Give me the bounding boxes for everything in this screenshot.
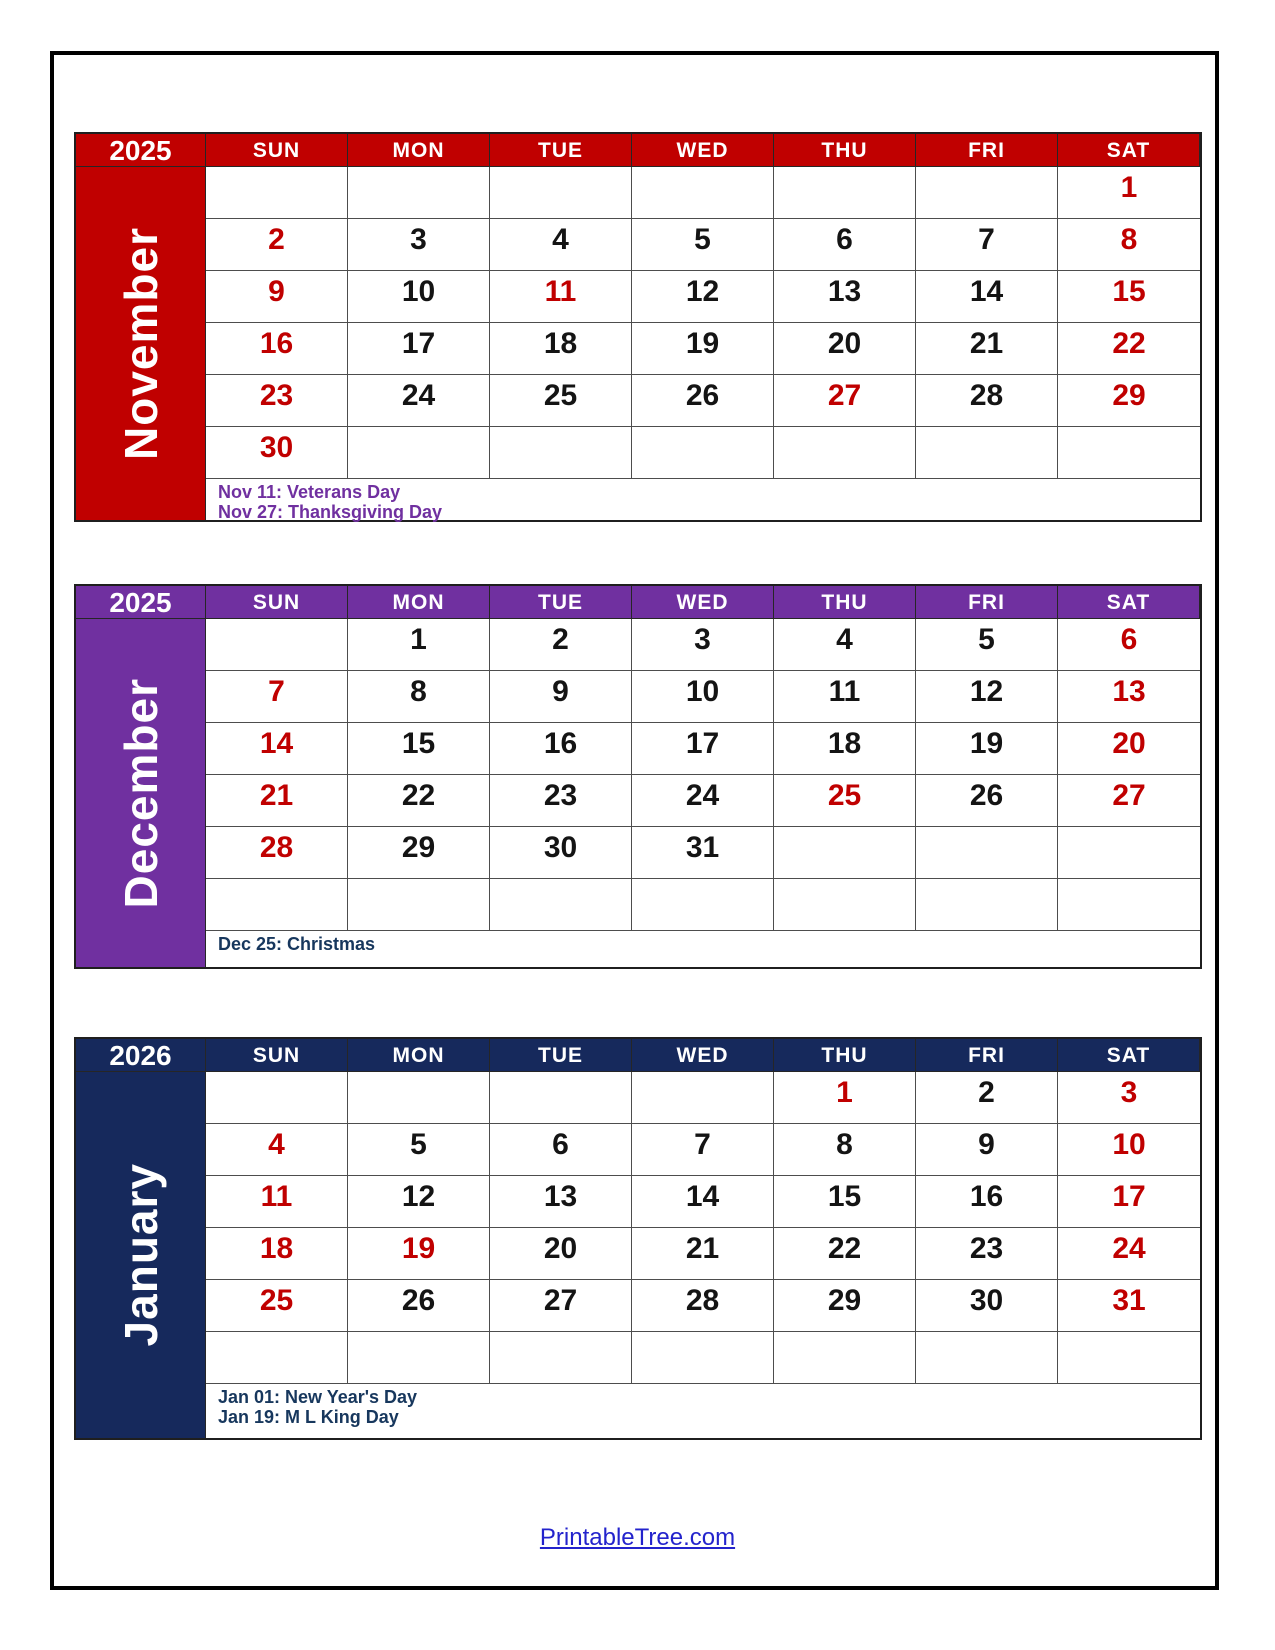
date-cell: 17 bbox=[348, 323, 490, 375]
empty-date-cell bbox=[916, 167, 1058, 219]
date-cell: 6 bbox=[774, 219, 916, 271]
date-cell: 25 bbox=[490, 375, 632, 427]
empty-date-cell bbox=[206, 1072, 348, 1124]
date-cell: 29 bbox=[348, 827, 490, 879]
date-cell: 14 bbox=[916, 271, 1058, 323]
empty-date-cell bbox=[206, 1332, 348, 1384]
date-cell: 23 bbox=[206, 375, 348, 427]
date-cell: 24 bbox=[348, 375, 490, 427]
empty-date-cell bbox=[490, 879, 632, 931]
weekday-header-tue: TUE bbox=[490, 134, 632, 167]
date-cell: 16 bbox=[490, 723, 632, 775]
date-cell: 25 bbox=[774, 775, 916, 827]
date-cell: 29 bbox=[1058, 375, 1200, 427]
date-cell: 6 bbox=[490, 1124, 632, 1176]
date-cell: 28 bbox=[916, 375, 1058, 427]
date-cell: 17 bbox=[1058, 1176, 1200, 1228]
date-cell: 8 bbox=[774, 1124, 916, 1176]
date-cell: 20 bbox=[1058, 723, 1200, 775]
date-cell: 13 bbox=[1058, 671, 1200, 723]
weekday-header-fri: FRI bbox=[916, 586, 1058, 619]
weekday-header-mon: MON bbox=[348, 1039, 490, 1072]
date-cell: 30 bbox=[206, 427, 348, 479]
empty-date-cell bbox=[348, 1332, 490, 1384]
empty-date-cell bbox=[348, 1072, 490, 1124]
month-label: December bbox=[114, 677, 167, 909]
month-band bbox=[76, 619, 206, 967]
weekday-header-mon: MON bbox=[348, 134, 490, 167]
date-cell: 12 bbox=[348, 1176, 490, 1228]
date-cell: 18 bbox=[206, 1228, 348, 1280]
calendar-january-2026 bbox=[74, 1037, 1202, 1440]
date-cell: 27 bbox=[490, 1280, 632, 1332]
date-cell: 12 bbox=[916, 671, 1058, 723]
date-cell: 1 bbox=[348, 619, 490, 671]
date-cell: 27 bbox=[774, 375, 916, 427]
date-cell: 13 bbox=[490, 1176, 632, 1228]
date-cell: 26 bbox=[348, 1280, 490, 1332]
weekday-header-sat: SAT bbox=[1058, 1039, 1200, 1072]
empty-date-cell bbox=[916, 427, 1058, 479]
date-cell: 9 bbox=[916, 1124, 1058, 1176]
date-cell: 15 bbox=[774, 1176, 916, 1228]
empty-date-cell bbox=[632, 1332, 774, 1384]
weekday-header-wed: WED bbox=[632, 586, 774, 619]
date-cell: 8 bbox=[348, 671, 490, 723]
date-cell: 13 bbox=[774, 271, 916, 323]
date-cell: 4 bbox=[774, 619, 916, 671]
date-cell: 15 bbox=[1058, 271, 1200, 323]
month-band bbox=[76, 1072, 206, 1438]
calendar-november-2025 bbox=[74, 132, 1202, 522]
empty-date-cell bbox=[774, 427, 916, 479]
date-cell: 10 bbox=[348, 271, 490, 323]
empty-date-cell bbox=[206, 879, 348, 931]
date-cell: 4 bbox=[490, 219, 632, 271]
empty-date-cell bbox=[632, 427, 774, 479]
weekday-header-sat: SAT bbox=[1058, 134, 1200, 167]
date-cell: 23 bbox=[916, 1228, 1058, 1280]
date-cell: 3 bbox=[348, 219, 490, 271]
month-label: November bbox=[114, 227, 167, 460]
date-cell: 19 bbox=[916, 723, 1058, 775]
date-cell: 9 bbox=[206, 271, 348, 323]
month-band bbox=[76, 167, 206, 520]
date-cell: 29 bbox=[774, 1280, 916, 1332]
date-cell: 5 bbox=[348, 1124, 490, 1176]
empty-date-cell bbox=[774, 827, 916, 879]
date-cell: 16 bbox=[916, 1176, 1058, 1228]
empty-date-cell bbox=[916, 879, 1058, 931]
empty-date-cell bbox=[1058, 1332, 1200, 1384]
date-cell: 1 bbox=[774, 1072, 916, 1124]
date-cell: 1 bbox=[1058, 167, 1200, 219]
date-cell: 27 bbox=[1058, 775, 1200, 827]
date-cell: 10 bbox=[1058, 1124, 1200, 1176]
date-cell: 3 bbox=[1058, 1072, 1200, 1124]
holiday-notes bbox=[206, 931, 1200, 967]
date-cell: 2 bbox=[206, 219, 348, 271]
weekday-header-fri: FRI bbox=[916, 1039, 1058, 1072]
date-cell: 12 bbox=[632, 271, 774, 323]
holiday-note: Jan 19: M L King Day bbox=[218, 1407, 399, 1427]
date-cell: 10 bbox=[632, 671, 774, 723]
date-cell: 18 bbox=[774, 723, 916, 775]
date-cell: 8 bbox=[1058, 219, 1200, 271]
empty-date-cell bbox=[206, 167, 348, 219]
weekday-header-wed: WED bbox=[632, 134, 774, 167]
date-cell: 5 bbox=[916, 619, 1058, 671]
empty-date-cell bbox=[348, 879, 490, 931]
holiday-note: Nov 27: Thanksgiving Day bbox=[218, 502, 443, 522]
holiday-note: Dec 25: Christmas bbox=[218, 934, 376, 954]
empty-date-cell bbox=[490, 1332, 632, 1384]
date-cell: 31 bbox=[1058, 1280, 1200, 1332]
date-cell: 28 bbox=[206, 827, 348, 879]
date-cell: 24 bbox=[1058, 1228, 1200, 1280]
empty-date-cell bbox=[1058, 879, 1200, 931]
holiday-note: Jan 01: New Year's Day bbox=[218, 1387, 418, 1407]
weekday-header-tue: TUE bbox=[490, 1039, 632, 1072]
date-cell: 7 bbox=[206, 671, 348, 723]
empty-date-cell bbox=[632, 879, 774, 931]
empty-date-cell bbox=[348, 167, 490, 219]
date-cell: 22 bbox=[774, 1228, 916, 1280]
date-cell: 11 bbox=[774, 671, 916, 723]
date-cell: 22 bbox=[348, 775, 490, 827]
empty-date-cell bbox=[490, 1072, 632, 1124]
empty-date-cell bbox=[774, 879, 916, 931]
date-cell: 7 bbox=[916, 219, 1058, 271]
holiday-note: Nov 11: Veterans Day bbox=[218, 482, 401, 502]
date-cell: 6 bbox=[1058, 619, 1200, 671]
year-label: 2025 bbox=[76, 134, 206, 167]
date-cell: 25 bbox=[206, 1280, 348, 1332]
weekday-header-wed: WED bbox=[632, 1039, 774, 1072]
empty-date-cell bbox=[348, 427, 490, 479]
date-cell: 19 bbox=[348, 1228, 490, 1280]
empty-date-cell bbox=[916, 1332, 1058, 1384]
empty-date-cell bbox=[774, 167, 916, 219]
empty-date-cell bbox=[1058, 827, 1200, 879]
date-cell: 21 bbox=[632, 1228, 774, 1280]
date-cell: 17 bbox=[632, 723, 774, 775]
weekday-header-sun: SUN bbox=[206, 1039, 348, 1072]
date-cell: 5 bbox=[632, 219, 774, 271]
date-cell: 9 bbox=[490, 671, 632, 723]
weekday-header-sun: SUN bbox=[206, 134, 348, 167]
empty-date-cell bbox=[1058, 427, 1200, 479]
footer-link[interactable]: PrintableTree.com bbox=[539, 1524, 736, 1551]
date-cell: 20 bbox=[490, 1228, 632, 1280]
date-cell: 3 bbox=[632, 619, 774, 671]
footer bbox=[0, 1524, 1275, 1552]
weekday-header-sat: SAT bbox=[1058, 586, 1200, 619]
empty-date-cell bbox=[490, 167, 632, 219]
calendar-table bbox=[74, 584, 1202, 969]
date-cell: 31 bbox=[632, 827, 774, 879]
date-cell: 14 bbox=[632, 1176, 774, 1228]
date-cell: 28 bbox=[632, 1280, 774, 1332]
weekday-header-sun: SUN bbox=[206, 586, 348, 619]
date-cell: 2 bbox=[490, 619, 632, 671]
date-cell: 26 bbox=[632, 375, 774, 427]
date-cell: 19 bbox=[632, 323, 774, 375]
calendar-table bbox=[74, 1037, 1202, 1440]
holiday-notes bbox=[206, 1384, 1200, 1438]
date-cell: 21 bbox=[206, 775, 348, 827]
weekday-header-fri: FRI bbox=[916, 134, 1058, 167]
date-cell: 11 bbox=[490, 271, 632, 323]
month-label: January bbox=[114, 1163, 167, 1347]
empty-date-cell bbox=[206, 619, 348, 671]
calendar-december-2025 bbox=[74, 584, 1202, 969]
date-cell: 4 bbox=[206, 1124, 348, 1176]
date-cell: 2 bbox=[916, 1072, 1058, 1124]
date-cell: 30 bbox=[490, 827, 632, 879]
year-label: 2026 bbox=[76, 1039, 206, 1072]
empty-date-cell bbox=[490, 427, 632, 479]
date-cell: 18 bbox=[490, 323, 632, 375]
date-cell: 20 bbox=[774, 323, 916, 375]
weekday-header-thu: THU bbox=[774, 134, 916, 167]
weekday-header-mon: MON bbox=[348, 586, 490, 619]
weekday-header-tue: TUE bbox=[490, 586, 632, 619]
date-cell: 26 bbox=[916, 775, 1058, 827]
date-cell: 23 bbox=[490, 775, 632, 827]
date-cell: 15 bbox=[348, 723, 490, 775]
empty-date-cell bbox=[632, 167, 774, 219]
weekday-header-thu: THU bbox=[774, 586, 916, 619]
holiday-notes bbox=[206, 479, 1200, 520]
weekday-header-thu: THU bbox=[774, 1039, 916, 1072]
date-cell: 16 bbox=[206, 323, 348, 375]
empty-date-cell bbox=[774, 1332, 916, 1384]
date-cell: 30 bbox=[916, 1280, 1058, 1332]
date-cell: 22 bbox=[1058, 323, 1200, 375]
date-cell: 11 bbox=[206, 1176, 348, 1228]
empty-date-cell bbox=[632, 1072, 774, 1124]
date-cell: 14 bbox=[206, 723, 348, 775]
date-cell: 21 bbox=[916, 323, 1058, 375]
date-cell: 24 bbox=[632, 775, 774, 827]
calendar-table bbox=[74, 132, 1202, 522]
year-label: 2025 bbox=[76, 586, 206, 619]
date-cell: 7 bbox=[632, 1124, 774, 1176]
empty-date-cell bbox=[916, 827, 1058, 879]
